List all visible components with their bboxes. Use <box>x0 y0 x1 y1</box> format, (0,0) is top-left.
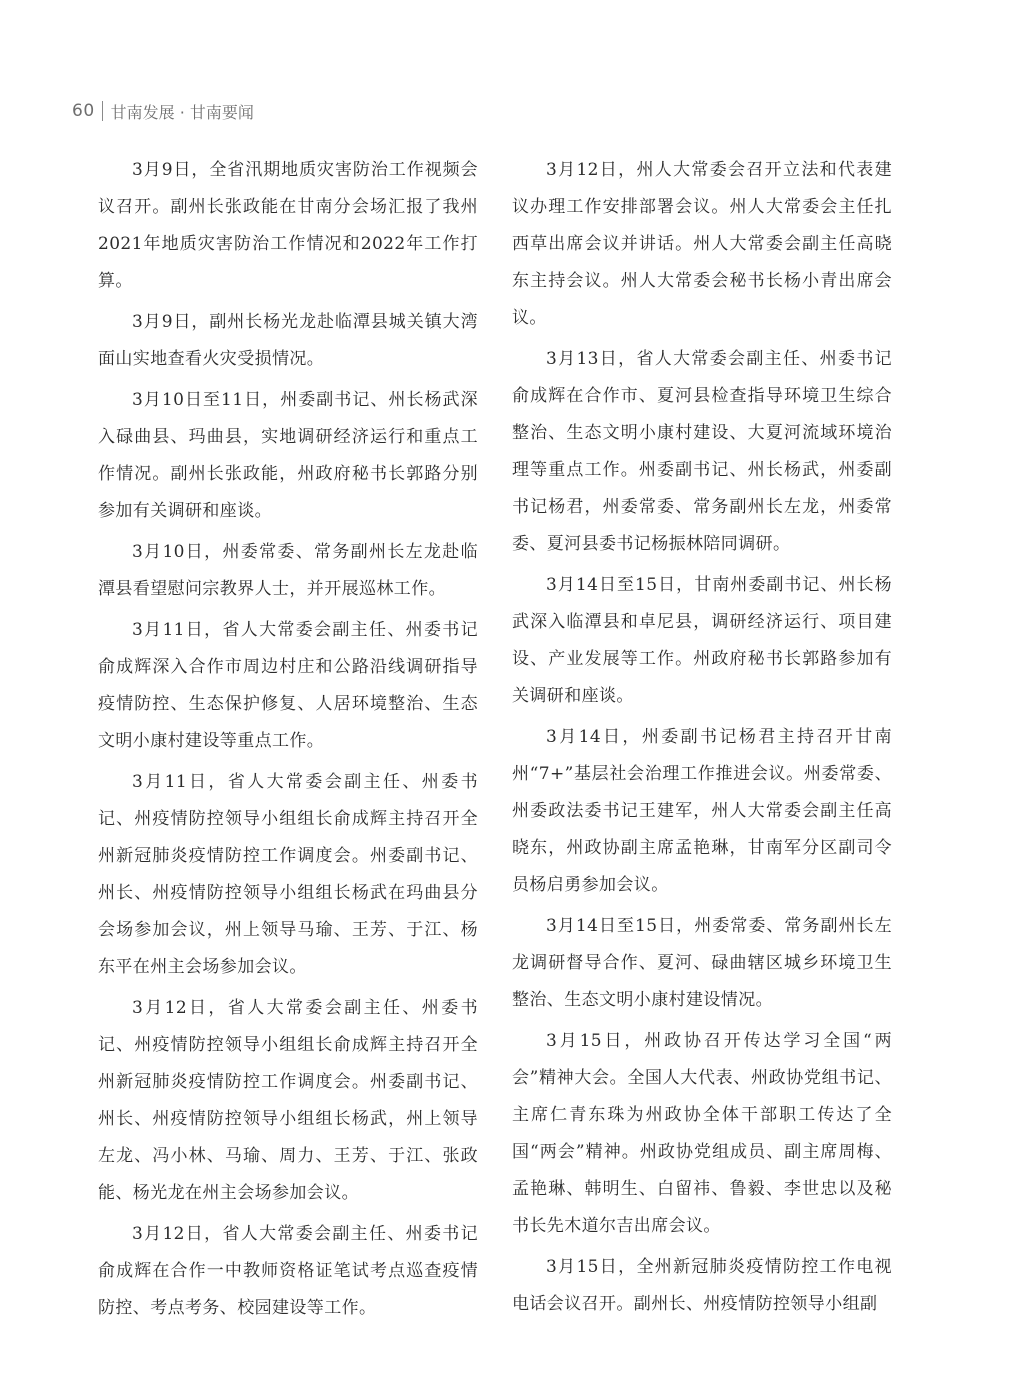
left-column <box>98 152 478 1331</box>
news-paragraph: 3月15日，州政协召开传达学习全国“两会”精神大会。全国人大代表、州政协党组书记、主席仁青东珠为州政协全体干部职工传达了全国“两会”精神。州政协党组成员、副主席周梅、孟艳琳、韩明生、白留祎、鲁毅、李世忠以及秘书长先木道尔吉出席会议。 <box>512 1031 892 1236</box>
news-paragraph: 3月14日至15日，州委常委、常务副州长左龙调研督导合作、夏河、碌曲辖区城乡环境卫生整治、生态文明小康村建设情况。 <box>512 916 892 1010</box>
news-paragraph: 3月12日，省人大常委会副主任、州委书记俞成辉在合作一中教师资格证笔试考点巡查疫情防控、考点考务、校园建设等工作。 <box>98 1224 478 1318</box>
news-paragraph: 3月11日，省人大常委会副主任、州委书记、州疫情防控领导小组组长俞成辉主持召开全州新冠肺炎疫情防控工作调度会。州委副书记、州长、州疫情防控领导小组组长杨武在玛曲县分会场参加会议，州上领导马瑜、王芳、于江、杨东平在州主会场参加会议。 <box>98 772 479 977</box>
news-paragraph: 3月15日，全州新冠肺炎疫情防控工作电视电话会议召开。副州长、州疫情防控领导小组副 <box>512 1257 892 1314</box>
running-head <box>72 98 254 124</box>
page-number: 60 <box>72 101 95 121</box>
news-paragraph: 3月13日，省人大常委会副主任、州委书记俞成辉在合作市、夏河县检查指导环境卫生综合整治、生态文明小康村建设、大夏河流域环境治理等重点工作。州委副书记、州长杨武，州委副书记杨君，州委常委、常务副州长左龙，州委常委、夏河县委书记杨振林陪同调研。 <box>512 349 892 554</box>
section-title: 甘南发展 · 甘南要闻 <box>110 102 254 122</box>
news-paragraph: 3月9日，全省汛期地质灾害防治工作视频会议召开。副州长张政能在甘南分会场汇报了我州2021年地质灾害防治工作情况和2022年工作打算。 <box>98 160 478 291</box>
news-paragraph: 3月9日，副州长杨光龙赴临潭县城关镇大湾面山实地查看火灾受损情况。 <box>98 312 478 369</box>
news-paragraph: 3月14日，州委副书记杨君主持召开甘南州“7+”基层社会治理工作推进会议。州委常委、州委政法委书记王建军，州人大常委会副主任高晓东，州政协副主席孟艳琳，甘南军分区副司令员杨启勇参加会议。 <box>512 727 893 895</box>
news-paragraph: 3月11日，省人大常委会副主任、州委书记俞成辉深入合作市周边村庄和公路沿线调研指导疫情防控、生态保护修复、人居环境整治、生态文明小康村建设等重点工作。 <box>98 620 478 751</box>
right-column <box>512 152 892 1327</box>
news-paragraph: 3月12日，州人大常委会召开立法和代表建议办理工作安排部署会议。州人大常委会主任扎西草出席会议并讲话。州人大常委会副主任高晓东主持会议。州人大常委会秘书长杨小青出席会议。 <box>512 160 892 328</box>
news-paragraph: 3月14日至15日，甘南州委副书记、州长杨武深入临潭县和卓尼县，调研经济运行、项目建设、产业发展等工作。州政府秘书长郭路参加有关调研和座谈。 <box>512 575 892 706</box>
news-paragraph: 3月10日，州委常委、常务副州长左龙赴临潭县看望慰问宗教界人士，并开展巡林工作。 <box>98 542 478 599</box>
news-paragraph: 3月12日，省人大常委会副主任、州委书记、州疫情防控领导小组组长俞成辉主持召开全州新冠肺炎疫情防控工作调度会。州委副书记、州长、州疫情防控领导小组组长杨武，州上领导左龙、冯小林、马瑜、周力、王芳、于江、张政能、杨光龙在州主会场参加会议。 <box>98 998 479 1203</box>
header-divider <box>102 101 103 121</box>
news-paragraph: 3月10日至11日，州委副书记、州长杨武深入碌曲县、玛曲县，实地调研经济运行和重点工作情况。副州长张政能，州政府秘书长郭路分别参加有关调研和座谈。 <box>98 390 478 521</box>
